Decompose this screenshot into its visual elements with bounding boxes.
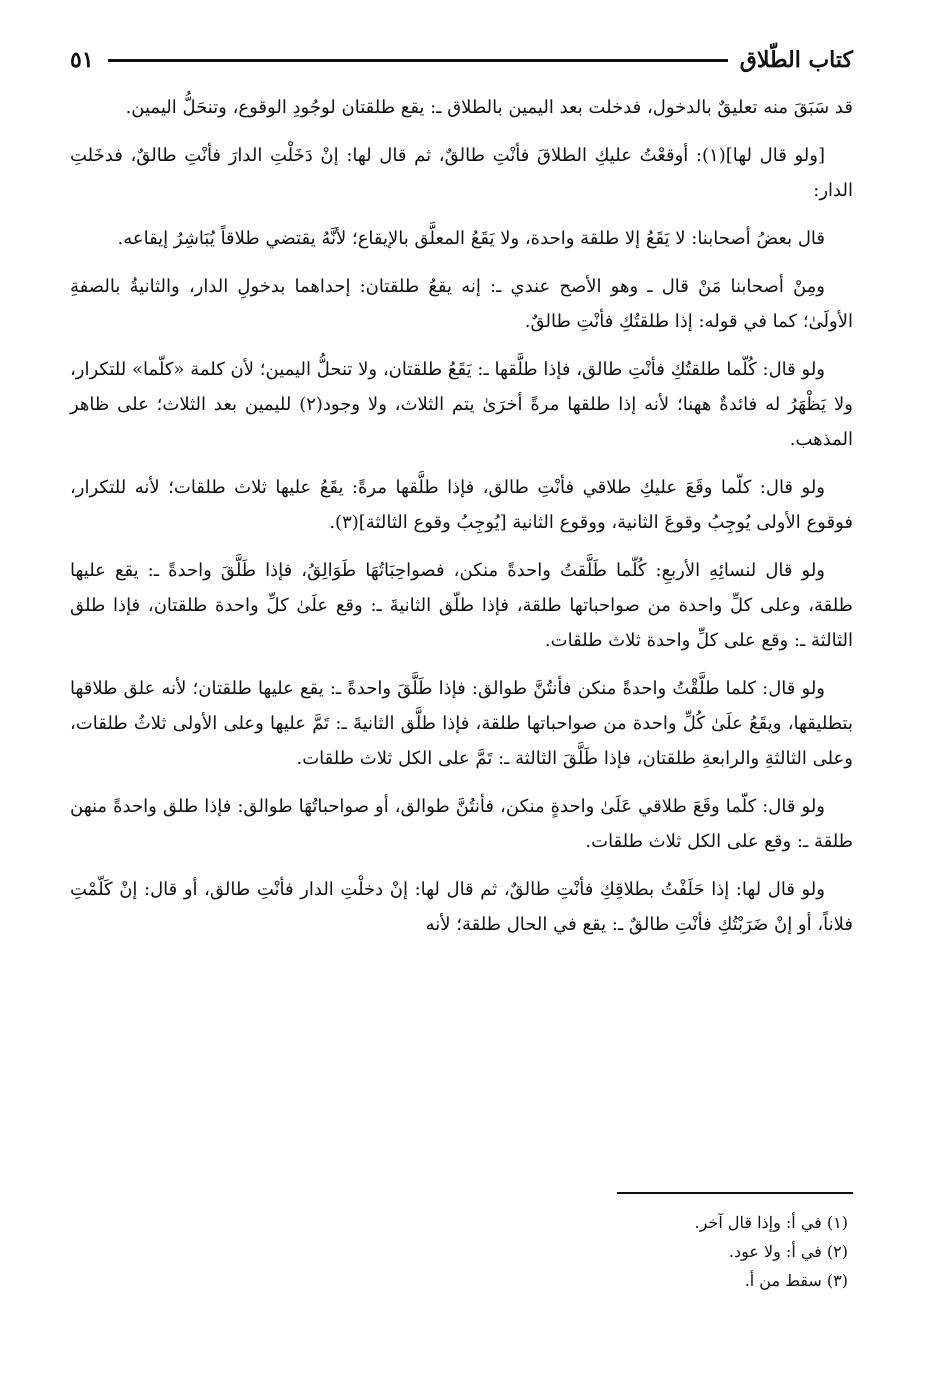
paragraph: قال بعضُ أصحابنا: لا يَقَعُ إلا طلقة واحدة، ولا يَقَعُ المعلَّق بالإيقاع؛ لأنَّهُ يقتضي طلاقاً يُبَاشِرُ إيقاعه. [117,228,825,249]
page [70,40,853,955]
paragraph: ومِنْ أصحابنا مَنْ قال ـ وهو الأصح عندي ـ: إنه يقعُ طلقتان: إحداهما بدخولِ الدار، والثانيةُ بالصفةِ الأولَىٰ؛ كما في قوله: إذا طلقتُكِ فأنْتِ طالقٌ. [70,276,853,332]
header-rule [108,59,728,62]
paragraph: ولو قال لها: إذا حَلَفْتُ بطلاقِكِ فأنْتِ طالقٌ، ثم قال لها: إنْ دخلْتِ الدار فأنْتِ طالق، أو قال: إنْ كَلّمْتِ فلاناً، أو إنْ ضَرَبْتُكِ فأنْتِ طالقٌ ـ: يقع في الحال طلقة؛ لأنه [70,879,853,935]
paragraph: ولو قال: كُلّما طلقتُكِ فأنْتِ طالق، فإذا طلَّقها ـ: يَقَعُ طلقتان، ولا تنحلُّ اليمين؛ لأن كلمة «كلّما» للتكرار، ولا يَظْهَرُ له فائدةٌ ههنا؛ لأنه إذا طلقها مرةً أخرَىٰ يتم الثلاث، ولا وجود(٢) لليمين بعد الثلاث؛ على ظاهر المذهب. [70,359,853,450]
footnote: (٢) في أ: ولا عود. [728,1242,848,1261]
paragraph: ولو قال: كلّما وقَعَ عليكِ طلاقي فأنْتِ طالق، فإذا طلَّقها مرةً: يقَعُ عليها ثلاث طلقات؛ لأنه للتكرار، فوقوع الأولى يُوجِبُ وقوعَ الثانية، ووقوع الثانية [يُوجِبُ وقوع الثالثة](٣). [70,477,853,533]
paragraph: قد سَبَقَ منه تعليقٌ بالدخول، فدخلت بعد اليمين بالطلاق ـ: يقع طلقتان لوجُودِ الوقوع، وتنحَلُّ اليمين. [125,97,853,118]
footnote: (١) في أ: وإذا قال آخر. [694,1213,848,1232]
page-number: ٥١ [70,47,94,73]
paragraph: ولو قال: كلّما وقَعَ طلاقي عَلَىٰ واحدةٍ منكن، فأنتُنَّ طوالق، أو صواحباتُهَا طوالق: فإذا طلق واحدةً منهن طلقة ـ: وقع على الكل ثلاث طلقات. [70,796,853,852]
footnote-separator [617,1192,853,1194]
chapter-title: كتاب الطّلاق [739,47,853,73]
paragraph: ولو قال: كلما طلَّقْتُ واحدةً منكن فأنتُنَّ طوالق: فإذا طَلَّقَ واحدةً ـ: يقع عليها طلقتان؛ لأنه علق طلاقها بتطليقها، ويقَعُ علَىٰ كُلِّ واحدة من صواحباتها طلقة، فإذا طلَّق الثانيةَ ـ: تَمَّ عليها وعلى الأولى ثلاثُ طلقات، وعلى الثالثةِ والرابعةِ طلقتان، فإذا طَلَّقَ الثالثة ـ: تَمَّ على الكل ثلاث طلقات. [70,678,853,769]
main-text [70,90,853,942]
paragraph: ولو قال لنسائِهِ الأربعِ: كُلّما طَلَّقتُ واحدةً منكن، فصواحِبَاتُهَا طَوَالِقُ، فإذا طَلَّقَ واحدةً ـ: يقع عليها طلقة، وعلى كلِّ واحدة من صواحباتها طلقة، فإذا طلّق الثانيةَ ـ: وقع علَىٰ كلِّ واحدة طلقتان، فإذا طلق الثالثة ـ: وقع على كلِّ واحدة ثلاث طلقات. [70,560,853,651]
footnote: (٣) سقط من أ. [744,1271,848,1290]
paragraph: [ولو قال لها](١): أوقعْتُ عليكِ الطلاقَ فأنْتِ طالقٌ، ثم قال لها: إنْ دَخَلْتِ الدارَ فأنْتِ طالقٌ، فدخَلتِ الدار: [70,145,853,201]
footnotes [348,1208,848,1295]
running-header [70,40,853,80]
